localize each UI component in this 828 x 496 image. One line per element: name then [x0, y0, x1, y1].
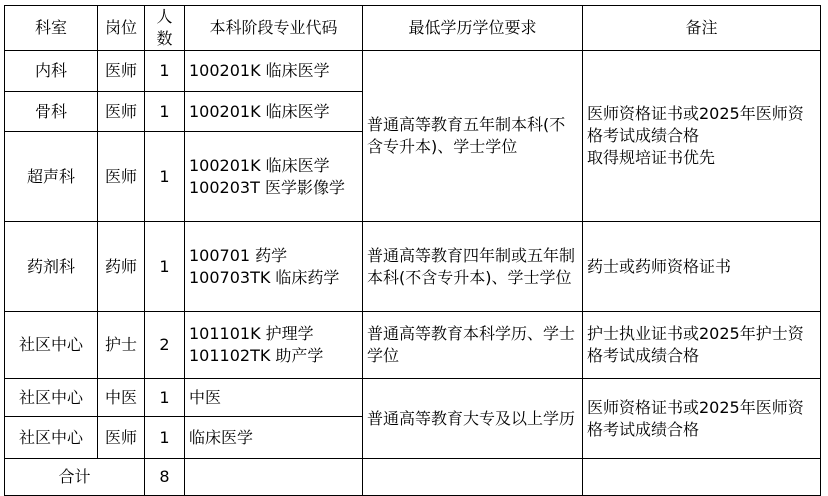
- total-label: 合计: [5, 459, 145, 496]
- notes-cell: 医师资格证书或2025年医师资格考试成绩合格 取得规培证书优先: [583, 51, 821, 222]
- codes-cell: [185, 132, 363, 222]
- header-codes: 本科阶段专业代码: [185, 6, 363, 51]
- header-row: [5, 6, 821, 51]
- codes-cell: [185, 222, 363, 312]
- header-dept: 科室: [5, 6, 98, 51]
- recruitment-table: [4, 5, 821, 496]
- dept-cell: 内科: [5, 51, 98, 92]
- notes-cell: 护士执业证书或2025年护士资格考试成绩合格: [583, 312, 821, 379]
- empty-cell: [363, 459, 583, 496]
- count-cell: 1: [145, 51, 185, 92]
- count-cell: 1: [145, 379, 185, 417]
- code-line: 101101K 护理学: [189, 324, 314, 343]
- post-cell: 药师: [98, 222, 145, 312]
- code-line: 101102TK 助产学: [189, 346, 324, 365]
- code-line: 100203T 医学影像学: [189, 177, 345, 197]
- total-count: 8: [145, 459, 185, 496]
- post-cell: 医师: [98, 51, 145, 92]
- post-cell: 护士: [98, 312, 145, 379]
- dept-cell: 骨科: [5, 92, 98, 132]
- dept-cell: 药剂科: [5, 222, 98, 312]
- codes-cell: 100201K 临床医学: [185, 51, 363, 92]
- edu-cell: 普通高等教育本科学历、学士学位: [363, 312, 583, 379]
- dept-cell: 社区中心: [5, 312, 98, 379]
- post-cell: 医师: [98, 92, 145, 132]
- header-edu: 最低学历学位要求: [363, 6, 583, 51]
- empty-cell: [583, 459, 821, 496]
- edu-cell: 普通高等教育四年制或五年制本科(不含专升本)、学士学位: [363, 222, 583, 312]
- post-cell: 医师: [98, 132, 145, 222]
- dept-cell: 社区中心: [5, 417, 98, 459]
- codes-cell: [185, 312, 363, 379]
- codes-cell: 100201K 临床医学: [185, 92, 363, 132]
- header-notes: 备注: [583, 6, 821, 51]
- post-cell: 医师: [98, 417, 145, 459]
- table-row: [5, 312, 821, 379]
- count-cell: 2: [145, 312, 185, 379]
- count-cell: 1: [145, 222, 185, 312]
- header-post: 岗位: [98, 6, 145, 51]
- dept-cell: 社区中心: [5, 379, 98, 417]
- empty-cell: [185, 459, 363, 496]
- dept-cell: 超声科: [5, 132, 98, 222]
- post-cell: 中医: [98, 379, 145, 417]
- codes-cell: 中医: [185, 379, 363, 417]
- codes-cell: 临床医学: [185, 417, 363, 459]
- count-cell: 1: [145, 417, 185, 459]
- notes-cell: 医师资格证书或2025年医师资格考试成绩合格: [583, 379, 821, 459]
- count-cell: 1: [145, 92, 185, 132]
- count-cell: 1: [145, 132, 185, 222]
- edu-cell: 普通高等教育五年制本科(不含专升本)、学士学位: [363, 51, 583, 222]
- code-line: 100201K 临床医学: [189, 155, 330, 175]
- header-count: 人数: [145, 6, 185, 51]
- table-row: [5, 222, 821, 312]
- edu-cell: 普通高等教育大专及以上学历: [363, 379, 583, 459]
- table-row: [5, 51, 821, 92]
- code-line: 100701 药学: [189, 245, 288, 265]
- table-row: [5, 379, 821, 417]
- notes-cell: 药士或药师资格证书: [583, 222, 821, 312]
- code-line: 100703TK 临床药学: [189, 267, 340, 287]
- total-row: [5, 459, 821, 496]
